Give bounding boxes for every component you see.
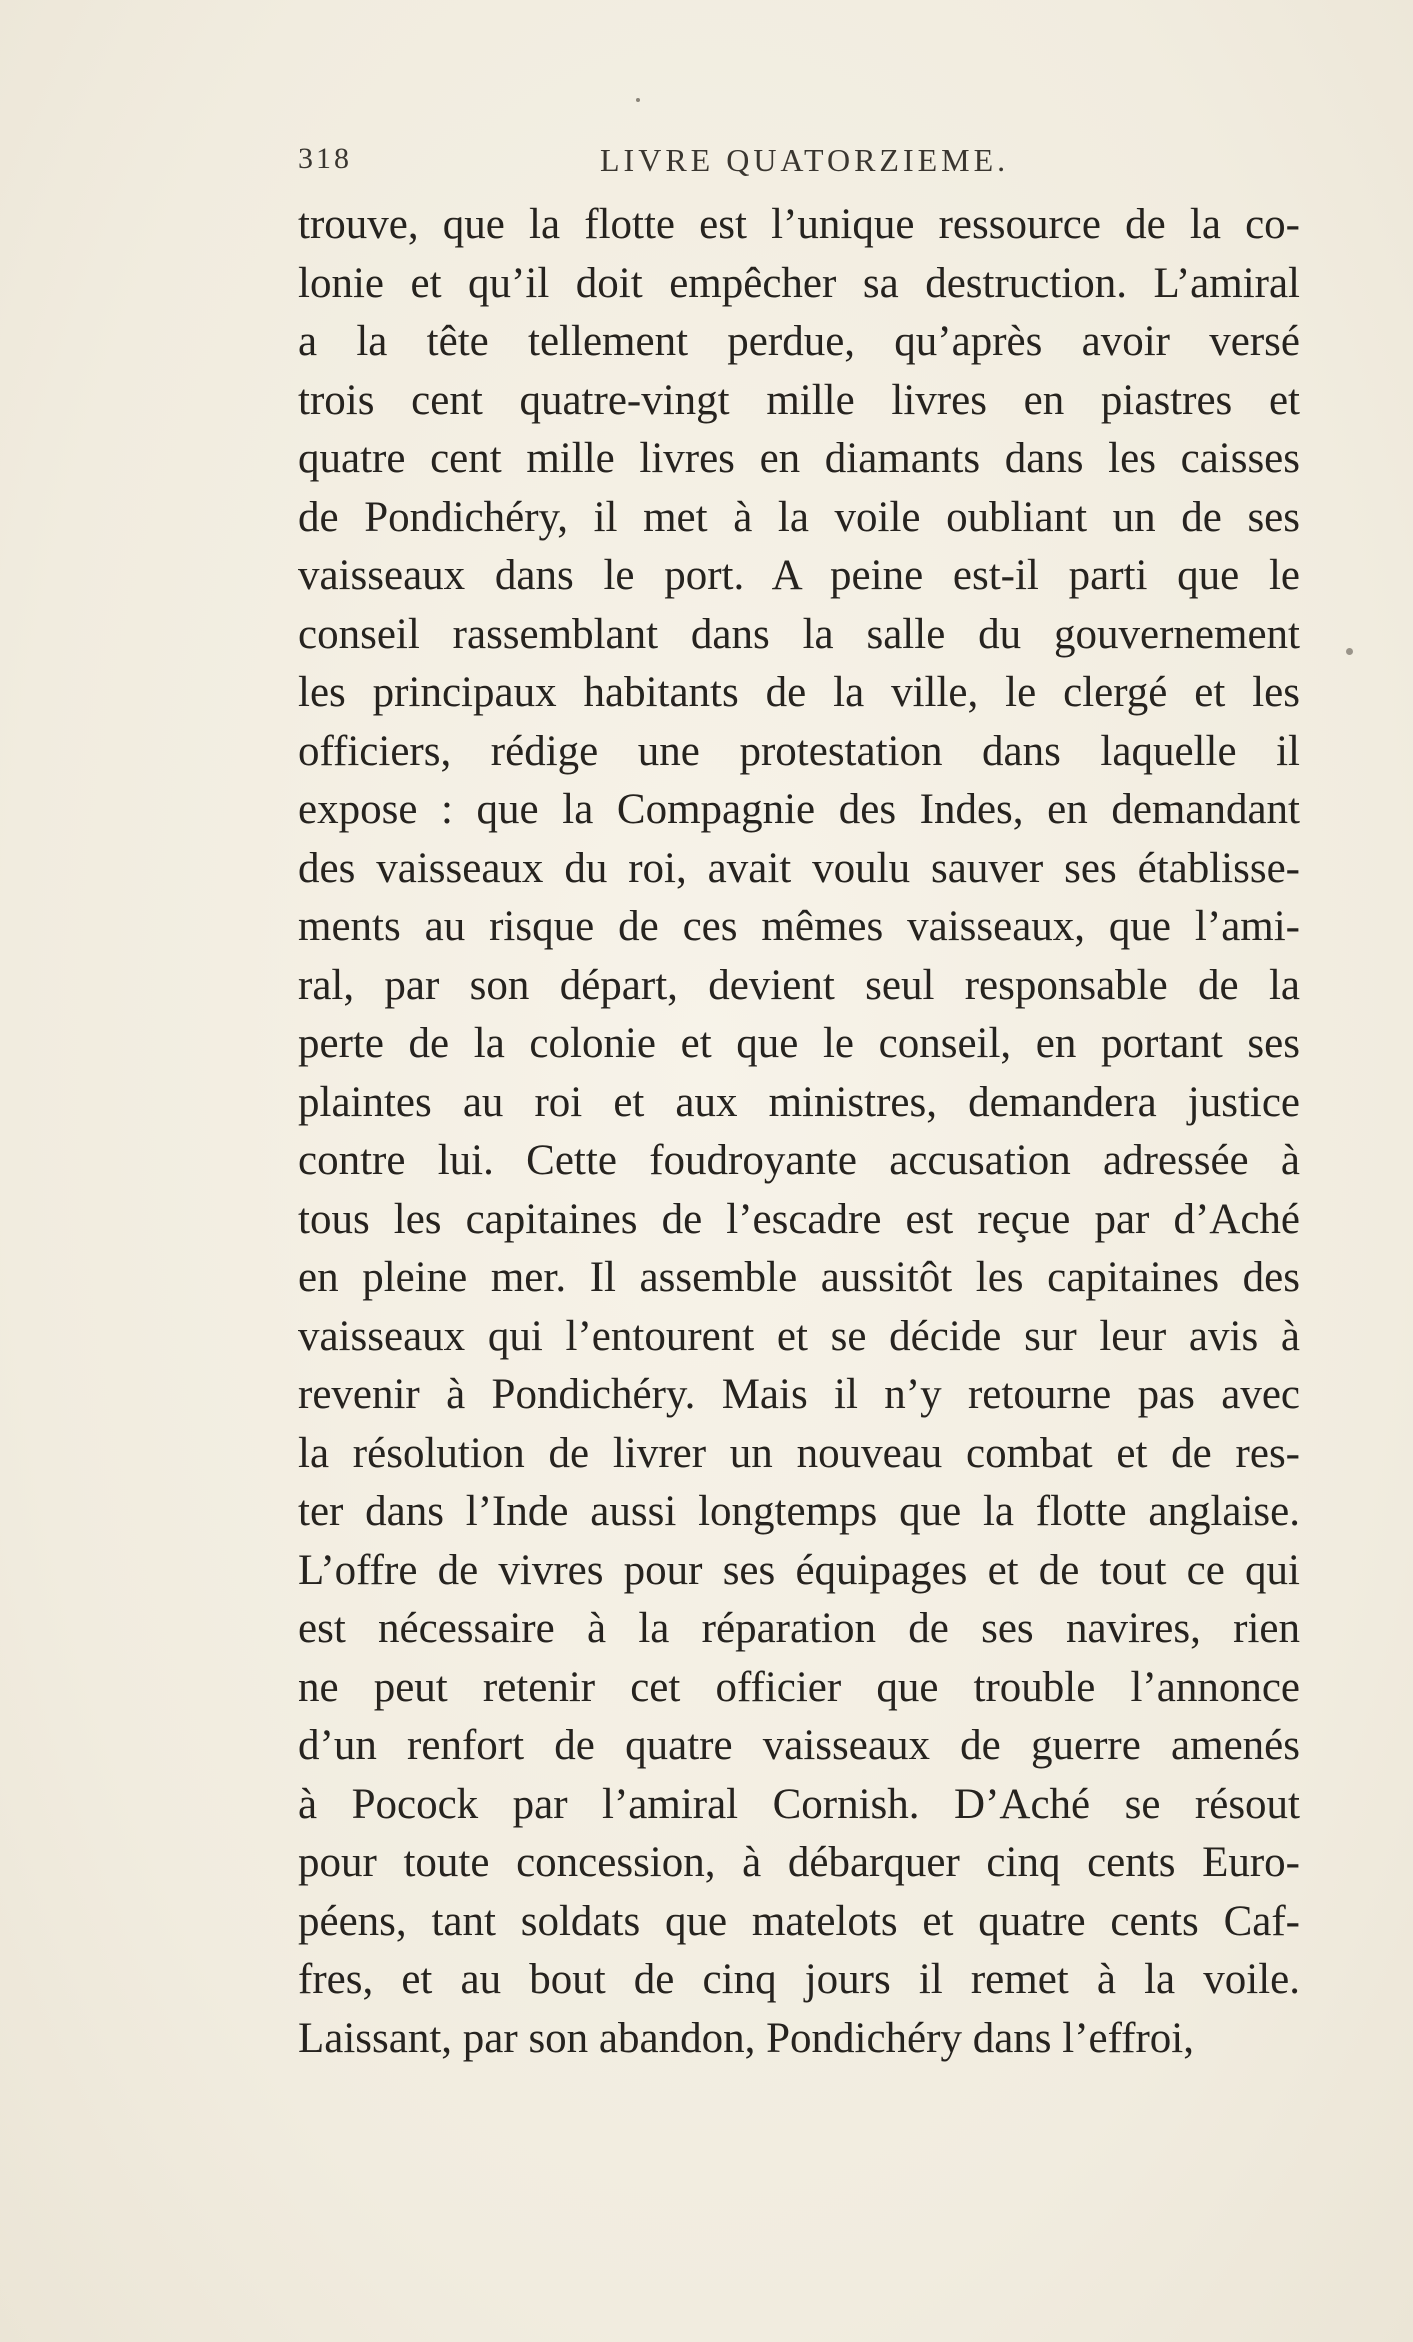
body-text (298, 196, 1300, 2068)
text-line: conseil rassemblant dans la salle du gouvernement (298, 610, 1300, 658)
text-line: trouve, que la flotte est l’unique ressource de la co- (298, 201, 1300, 248)
text-line: lonie et qu’il doit empêcher sa destruction. L’amiral (298, 259, 1300, 307)
text-line: ne peut retenir cet officier que trouble l’annonce (298, 1663, 1300, 1711)
text-line: péens, tant soldats que matelots et quatre cents Caf- (298, 1897, 1300, 1945)
text-line: expose : que la Compagnie des Indes, en demandant (298, 786, 1300, 833)
text-line: fres, et au bout de cinq jours il remet à la voile. (298, 1956, 1300, 2003)
ink-speck (636, 98, 640, 102)
text-line: des vaisseaux du roi, avait voulu sauver ses établisse- (298, 844, 1300, 892)
text-line: tous les capitaines de l’escadre est reçue par d’Aché (298, 1195, 1300, 1243)
text-line: en pleine mer. Il assemble aussitôt les capitaines des (298, 1254, 1300, 1301)
running-head (298, 142, 1038, 186)
text-line: officiers, rédige une protestation dans laquelle il (298, 727, 1300, 775)
text-line: à Pocock par l’amiral Cornish. D’Aché se résout (298, 1780, 1300, 1828)
text-line: les principaux habitants de la ville, le clergé et les (298, 669, 1300, 716)
text-line: ral, par son départ, devient seul responsable de la (298, 961, 1300, 1009)
text-line: Laissant, par son abandon, Pondichéry dans l’effroi, (298, 2014, 1195, 2062)
text-line: pour toute concession, à débarquer cinq cents Euro- (298, 1839, 1300, 1886)
text-line: quatre cent mille livres en diamants dans les caisses (298, 435, 1300, 482)
running-title: LIVRE QUATORZIEME. (600, 142, 1010, 178)
text-line: trois cent quatre-vingt mille livres en piastres et (298, 376, 1300, 424)
text-line: la résolution de livrer un nouveau combat et de res- (298, 1429, 1300, 1477)
text-line: de Pondichéry, il met à la voile oubliant un de ses (298, 493, 1300, 541)
text-line: contre lui. Cette foudroyante accusation adressée à (298, 1137, 1300, 1184)
text-line: vaisseaux dans le port. A peine est-il parti que le (298, 552, 1300, 599)
text-line: revenir à Pondichéry. Mais il n’y retourne pas avec (298, 1371, 1300, 1418)
text-line: L’offre de vivres pour ses équipages et de tout ce qui (298, 1546, 1300, 1594)
text-line: perte de la colonie et que le conseil, en portant ses (298, 1020, 1300, 1067)
ink-speck (1346, 648, 1353, 655)
text-line: est nécessaire à la réparation de ses navires, rien (298, 1605, 1300, 1652)
text-line: d’un renfort de quatre vaisseaux de guerre amenés (298, 1722, 1300, 1769)
text-line: vaisseaux qui l’entourent et se décide sur leur avis à (298, 1312, 1300, 1360)
text-line: ter dans l’Inde aussi longtemps que la flotte anglaise. (298, 1488, 1300, 1535)
page-number: 318 (298, 142, 352, 175)
text-line: a la tête tellement perdue, qu’après avoir versé (298, 318, 1300, 365)
text-line: ments au risque de ces mêmes vaisseaux, que l’ami- (298, 903, 1300, 950)
text-line: plaintes au roi et aux ministres, demandera justice (298, 1078, 1300, 1126)
